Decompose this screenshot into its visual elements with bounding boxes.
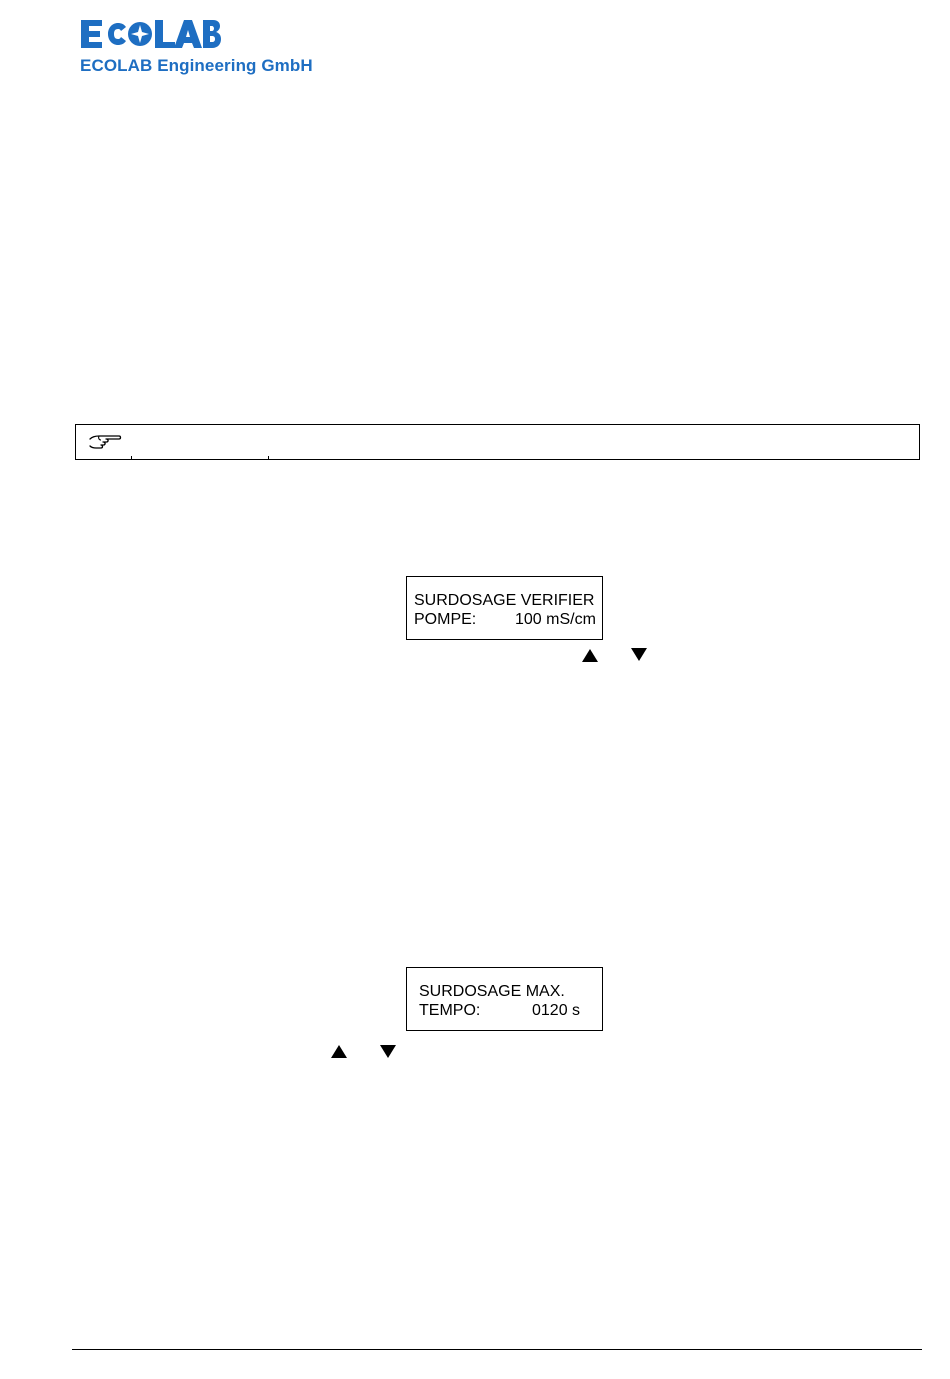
lcd-line-2-label: TEMPO: xyxy=(419,1002,481,1019)
arrow-down-key-icon xyxy=(380,1045,396,1058)
company-name: ECOLAB Engineering GmbH xyxy=(80,56,313,75)
arrow-up-key-icon xyxy=(582,649,598,662)
lcd-line-2-value: 100 mS/cm xyxy=(515,611,596,628)
pointing-hand-icon xyxy=(88,431,122,453)
lcd-line-2-value: 0120 s xyxy=(532,1002,581,1019)
lcd-display-surdosage-verifier xyxy=(406,576,603,640)
arrow-up-key-icon xyxy=(331,1045,347,1058)
lcd-line-2-label: POMPE: xyxy=(414,611,477,628)
note-column-divider xyxy=(268,456,269,459)
lcd-line-1: SURDOSAGE VERIFIER xyxy=(414,592,595,609)
ecolab-logo xyxy=(80,18,222,50)
lcd-display-surdosage-max xyxy=(406,967,603,1031)
note-column-divider xyxy=(131,456,132,459)
note-box xyxy=(75,424,920,460)
footer-divider xyxy=(72,1349,922,1350)
arrow-down-key-icon xyxy=(631,648,647,661)
lcd-line-1: SURDOSAGE MAX. xyxy=(419,983,565,1000)
